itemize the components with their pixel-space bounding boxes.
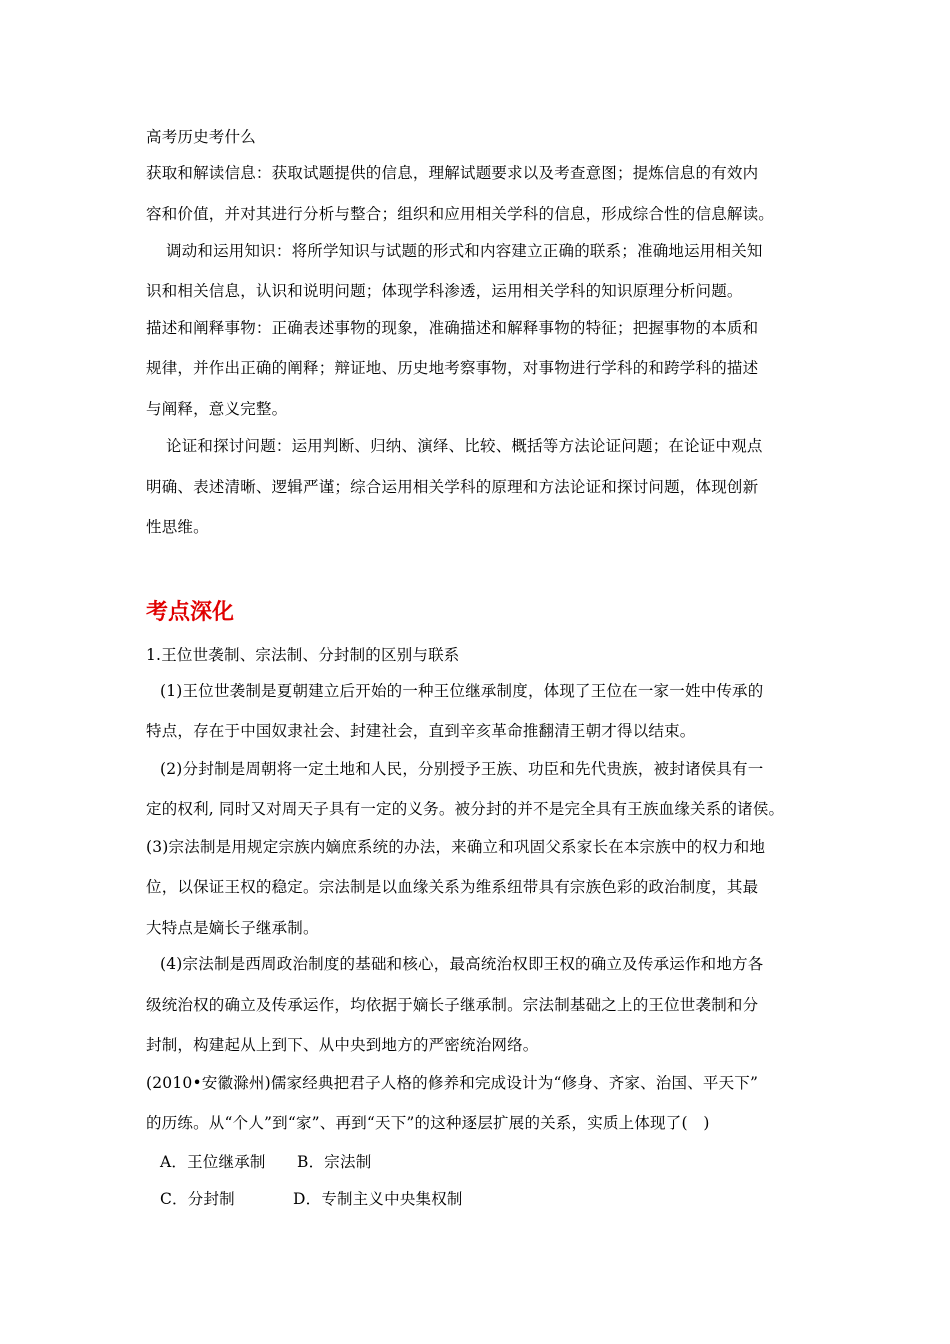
option-a: A．王位继承制 <box>160 1153 266 1171</box>
option-d: D．专制主义中央集权制 <box>293 1190 463 1208</box>
paragraph-line: 明确、表述清晰、逻辑严谨；综合运用相关学科的原理和方法论证和探讨问题，体现创新 <box>146 478 759 496</box>
option-b: B．宗法制 <box>297 1153 372 1171</box>
question-stem-line: (2010•安徽滁州)儒家经典把君子人格的修养和完成设计为“修身、齐家、治国、平天下” <box>146 1074 759 1092</box>
paragraph-line: 特点，存在于中国奴隶社会、封建社会，直到辛亥革命推翻清王朝才得以结束。 <box>146 722 696 740</box>
paragraph-line: 容和价值，并对其进行分析与整合；组织和应用相关学科的信息，形成综合性的信息解读。 <box>146 205 775 223</box>
paragraph-line: 获取和解读信息：获取试题提供的信息，理解试题要求以及考查意图；提炼信息的有效内 <box>146 164 759 182</box>
paragraph-line: 级统治权的确立及传承运作，均依据于嫡长子继承制。宗法制基础之上的王位世袭制和分 <box>146 996 759 1014</box>
doc-title: 高考历史考什么 <box>146 128 256 146</box>
paragraph-line: 位，以保证王权的稳定。宗法制是以血缘关系为维系纽带具有宗族色彩的政治制度，其最 <box>146 878 759 896</box>
question-stem-line: 的历练。从“个人”到“家”、再到“天下”的这种逐层扩展的关系，实质上体现了( ) <box>146 1114 710 1132</box>
paragraph-line: 规律，并作出正确的阐释；辩证地、历史地考察事物，对事物进行学科的和跨学科的描述 <box>146 359 759 377</box>
paragraph-line: (4)宗法制是西周政治制度的基础和核心，最高统治权即王权的确立及传承运作和地方各 <box>160 955 764 973</box>
paragraph-line: 调动和运用知识：将所学知识与试题的形式和内容建立正确的联系；准确地运用相关知 <box>166 242 763 260</box>
section-heading: 考点深化 <box>146 600 235 625</box>
paragraph-line: 识和相关信息，认识和说明问题；体现学科渗透，运用相关学科的知识原理分析问题。 <box>146 282 743 300</box>
paragraph-line: 与阐释，意义完整。 <box>146 400 288 418</box>
paragraph-line: 论证和探讨问题：运用判断、归纳、演绎、比较、概括等方法论证问题；在论证中观点 <box>166 437 763 455</box>
paragraph-line: 性思维。 <box>146 518 209 536</box>
paragraph-line: (3)宗法制是用规定宗族内嫡庶系统的办法，来确立和巩固父系家长在本宗族中的权力和地 <box>146 838 766 856</box>
option-c: C．分封制 <box>160 1190 235 1208</box>
paragraph-line: (1)王位世袭制是夏朝建立后开始的一种王位继承制度，体现了王位在一家一姓中传承的 <box>160 682 764 700</box>
paragraph-line: 描述和阐释事物：正确表述事物的现象，准确描述和解释事物的特征；把握事物的本质和 <box>146 319 759 337</box>
paragraph-line: 大特点是嫡长子继承制。 <box>146 919 319 937</box>
paragraph-line: 封制，构建起从上到下、从中央到地方的严密统治网络。 <box>146 1036 539 1054</box>
paragraph-line: 定的权利, 同时又对周天子具有一定的义务。被分封的并不是完全具有王族血缘关系的诸侯。 <box>146 800 785 818</box>
section-subtitle: 1.王位世袭制、宗法制、分封制的区别与联系 <box>146 646 460 664</box>
paragraph-line: (2)分封制是周朝将一定土地和人民，分别授予王族、功臣和先代贵族，被封诸侯具有一 <box>160 760 764 778</box>
